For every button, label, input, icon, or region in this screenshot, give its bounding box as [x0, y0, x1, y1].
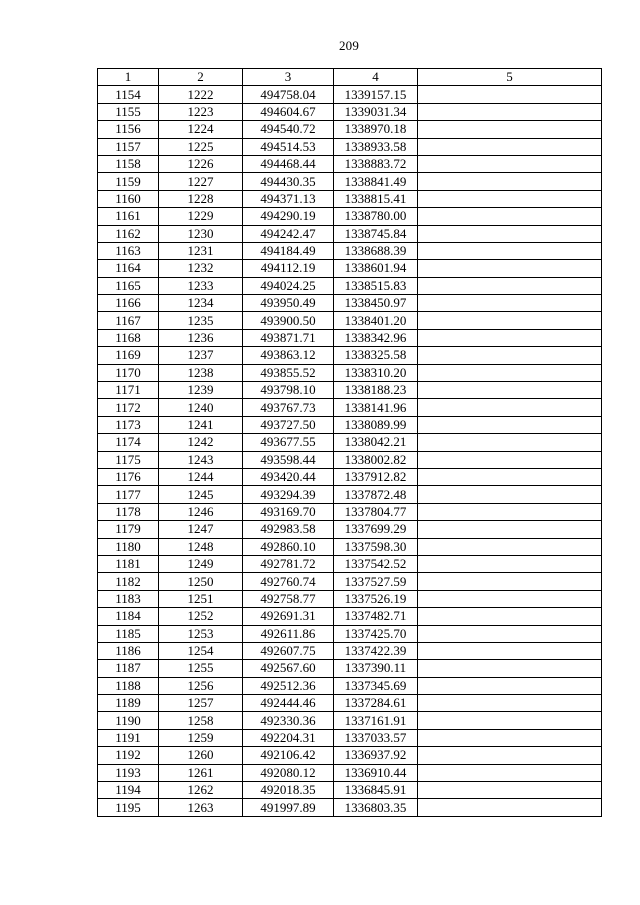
header-cell-1: 1	[98, 69, 159, 86]
y-coordinate-cell: 1338042.21	[334, 434, 418, 451]
y-coordinate-cell: 1338089.99	[334, 416, 418, 433]
row-number-cell: 1168	[98, 329, 159, 346]
row-number-cell: 1183	[98, 590, 159, 607]
row-number-cell: 1155	[98, 103, 159, 120]
point-number-cell: 1222	[159, 86, 243, 103]
row-number-cell: 1195	[98, 799, 159, 816]
coordinates-table	[97, 68, 602, 817]
row-number-cell: 1165	[98, 277, 159, 294]
y-coordinate-cell: 1337345.69	[334, 677, 418, 694]
note-cell	[418, 486, 602, 503]
note-cell	[418, 121, 602, 138]
x-coordinate-cell: 493677.55	[243, 434, 334, 451]
note-cell	[418, 382, 602, 399]
table-row	[98, 695, 602, 712]
row-number-cell: 1173	[98, 416, 159, 433]
table-row	[98, 538, 602, 555]
x-coordinate-cell: 494540.72	[243, 121, 334, 138]
row-number-cell: 1194	[98, 782, 159, 799]
row-number-cell: 1174	[98, 434, 159, 451]
x-coordinate-cell: 492018.35	[243, 782, 334, 799]
y-coordinate-cell: 1337422.39	[334, 642, 418, 659]
x-coordinate-cell: 493767.73	[243, 399, 334, 416]
row-number-cell: 1172	[98, 399, 159, 416]
y-coordinate-cell: 1337161.91	[334, 712, 418, 729]
point-number-cell: 1259	[159, 729, 243, 746]
table-row	[98, 347, 602, 364]
row-number-cell: 1159	[98, 173, 159, 190]
note-cell	[418, 277, 602, 294]
point-number-cell: 1225	[159, 138, 243, 155]
row-number-cell: 1157	[98, 138, 159, 155]
table-row	[98, 521, 602, 538]
note-cell	[418, 642, 602, 659]
y-coordinate-cell: 1337526.19	[334, 590, 418, 607]
note-cell	[418, 155, 602, 172]
y-coordinate-cell: 1337527.59	[334, 573, 418, 590]
note-cell	[418, 747, 602, 764]
point-number-cell: 1223	[159, 103, 243, 120]
table-row	[98, 660, 602, 677]
x-coordinate-cell: 493169.70	[243, 503, 334, 520]
y-coordinate-cell: 1338933.58	[334, 138, 418, 155]
table-row	[98, 468, 602, 485]
y-coordinate-cell: 1338325.58	[334, 347, 418, 364]
table-row	[98, 225, 602, 242]
row-number-cell: 1178	[98, 503, 159, 520]
y-coordinate-cell: 1338745.84	[334, 225, 418, 242]
point-number-cell: 1247	[159, 521, 243, 538]
point-number-cell: 1231	[159, 242, 243, 259]
y-coordinate-cell: 1337033.57	[334, 729, 418, 746]
note-cell	[418, 555, 602, 572]
x-coordinate-cell: 491997.89	[243, 799, 334, 816]
point-number-cell: 1243	[159, 451, 243, 468]
row-number-cell: 1177	[98, 486, 159, 503]
row-number-cell: 1187	[98, 660, 159, 677]
row-number-cell: 1156	[98, 121, 159, 138]
y-coordinate-cell: 1338002.82	[334, 451, 418, 468]
y-coordinate-cell: 1338188.23	[334, 382, 418, 399]
row-number-cell: 1184	[98, 608, 159, 625]
x-coordinate-cell: 494758.04	[243, 86, 334, 103]
row-number-cell: 1190	[98, 712, 159, 729]
point-number-cell: 1254	[159, 642, 243, 659]
y-coordinate-cell: 1338141.96	[334, 399, 418, 416]
x-coordinate-cell: 492204.31	[243, 729, 334, 746]
x-coordinate-cell: 493420.44	[243, 468, 334, 485]
table-row	[98, 625, 602, 642]
y-coordinate-cell: 1338780.00	[334, 208, 418, 225]
point-number-cell: 1256	[159, 677, 243, 694]
note-cell	[418, 399, 602, 416]
table-row	[98, 486, 602, 503]
x-coordinate-cell: 492607.75	[243, 642, 334, 659]
header-row	[98, 69, 602, 86]
x-coordinate-cell: 492080.12	[243, 764, 334, 781]
table-row	[98, 208, 602, 225]
row-number-cell: 1191	[98, 729, 159, 746]
x-coordinate-cell: 493798.10	[243, 382, 334, 399]
table-row	[98, 173, 602, 190]
note-cell	[418, 521, 602, 538]
y-coordinate-cell: 1338342.96	[334, 329, 418, 346]
y-coordinate-cell: 1336845.91	[334, 782, 418, 799]
x-coordinate-cell: 494184.49	[243, 242, 334, 259]
header-cell-4: 4	[334, 69, 418, 86]
point-number-cell: 1241	[159, 416, 243, 433]
row-number-cell: 1186	[98, 642, 159, 659]
y-coordinate-cell: 1338883.72	[334, 155, 418, 172]
point-number-cell: 1229	[159, 208, 243, 225]
table-row	[98, 103, 602, 120]
point-number-cell: 1234	[159, 295, 243, 312]
y-coordinate-cell: 1338310.20	[334, 364, 418, 381]
point-number-cell: 1245	[159, 486, 243, 503]
y-coordinate-cell: 1337425.70	[334, 625, 418, 642]
x-coordinate-cell: 492330.36	[243, 712, 334, 729]
row-number-cell: 1175	[98, 451, 159, 468]
note-cell	[418, 260, 602, 277]
point-number-cell: 1244	[159, 468, 243, 485]
x-coordinate-cell: 492611.86	[243, 625, 334, 642]
table-row	[98, 329, 602, 346]
row-number-cell: 1166	[98, 295, 159, 312]
table-row	[98, 155, 602, 172]
table-row	[98, 382, 602, 399]
x-coordinate-cell: 492691.31	[243, 608, 334, 625]
x-coordinate-cell: 492860.10	[243, 538, 334, 555]
note-cell	[418, 625, 602, 642]
page-number: 209	[338, 38, 360, 53]
table-body	[98, 86, 602, 816]
note-cell	[418, 329, 602, 346]
table-row	[98, 555, 602, 572]
table-row	[98, 190, 602, 207]
row-number-cell: 1181	[98, 555, 159, 572]
table-header	[98, 69, 602, 86]
note-cell	[418, 347, 602, 364]
y-coordinate-cell: 1337699.29	[334, 521, 418, 538]
table-row	[98, 590, 602, 607]
row-number-cell: 1163	[98, 242, 159, 259]
point-number-cell: 1250	[159, 573, 243, 590]
row-number-cell: 1158	[98, 155, 159, 172]
table-row	[98, 764, 602, 781]
point-number-cell: 1235	[159, 312, 243, 329]
note-cell	[418, 538, 602, 555]
table-row	[98, 729, 602, 746]
note-cell	[418, 573, 602, 590]
note-cell	[418, 590, 602, 607]
y-coordinate-cell: 1336910.44	[334, 764, 418, 781]
point-number-cell: 1249	[159, 555, 243, 572]
row-number-cell: 1170	[98, 364, 159, 381]
table-row	[98, 451, 602, 468]
table-row	[98, 747, 602, 764]
table-row	[98, 295, 602, 312]
x-coordinate-cell: 492444.46	[243, 695, 334, 712]
note-cell	[418, 729, 602, 746]
table-row	[98, 642, 602, 659]
point-number-cell: 1227	[159, 173, 243, 190]
point-number-cell: 1260	[159, 747, 243, 764]
note-cell	[418, 173, 602, 190]
table-row	[98, 138, 602, 155]
x-coordinate-cell: 494468.44	[243, 155, 334, 172]
point-number-cell: 1238	[159, 364, 243, 381]
table-row	[98, 242, 602, 259]
table-row	[98, 312, 602, 329]
y-coordinate-cell: 1337872.48	[334, 486, 418, 503]
row-number-cell: 1182	[98, 573, 159, 590]
point-number-cell: 1251	[159, 590, 243, 607]
point-number-cell: 1262	[159, 782, 243, 799]
x-coordinate-cell: 494242.47	[243, 225, 334, 242]
note-cell	[418, 208, 602, 225]
table-row	[98, 399, 602, 416]
x-coordinate-cell: 494371.13	[243, 190, 334, 207]
table-row	[98, 608, 602, 625]
row-number-cell: 1192	[98, 747, 159, 764]
point-number-cell: 1258	[159, 712, 243, 729]
y-coordinate-cell: 1337912.82	[334, 468, 418, 485]
point-number-cell: 1257	[159, 695, 243, 712]
x-coordinate-cell: 494024.25	[243, 277, 334, 294]
note-cell	[418, 364, 602, 381]
x-coordinate-cell: 493855.52	[243, 364, 334, 381]
x-coordinate-cell: 492983.58	[243, 521, 334, 538]
header-cell-5: 5	[418, 69, 602, 86]
table-row	[98, 677, 602, 694]
note-cell	[418, 764, 602, 781]
y-coordinate-cell: 1337804.77	[334, 503, 418, 520]
point-number-cell: 1230	[159, 225, 243, 242]
note-cell	[418, 242, 602, 259]
table-row	[98, 782, 602, 799]
table-row	[98, 277, 602, 294]
x-coordinate-cell: 492106.42	[243, 747, 334, 764]
x-coordinate-cell: 494604.67	[243, 103, 334, 120]
point-number-cell: 1239	[159, 382, 243, 399]
row-number-cell: 1185	[98, 625, 159, 642]
y-coordinate-cell: 1339031.34	[334, 103, 418, 120]
row-number-cell: 1154	[98, 86, 159, 103]
x-coordinate-cell: 494430.35	[243, 173, 334, 190]
y-coordinate-cell: 1336937.92	[334, 747, 418, 764]
note-cell	[418, 312, 602, 329]
row-number-cell: 1193	[98, 764, 159, 781]
y-coordinate-cell: 1338601.94	[334, 260, 418, 277]
row-number-cell: 1167	[98, 312, 159, 329]
note-cell	[418, 190, 602, 207]
x-coordinate-cell: 493863.12	[243, 347, 334, 364]
x-coordinate-cell: 494290.19	[243, 208, 334, 225]
y-coordinate-cell: 1338450.97	[334, 295, 418, 312]
y-coordinate-cell: 1338688.39	[334, 242, 418, 259]
note-cell	[418, 799, 602, 816]
note-cell	[418, 660, 602, 677]
row-number-cell: 1164	[98, 260, 159, 277]
x-coordinate-cell: 493727.50	[243, 416, 334, 433]
point-number-cell: 1237	[159, 347, 243, 364]
table-row	[98, 434, 602, 451]
row-number-cell: 1179	[98, 521, 159, 538]
table-row	[98, 416, 602, 433]
y-coordinate-cell: 1338515.83	[334, 277, 418, 294]
note-cell	[418, 468, 602, 485]
point-number-cell: 1228	[159, 190, 243, 207]
note-cell	[418, 608, 602, 625]
y-coordinate-cell: 1337284.61	[334, 695, 418, 712]
x-coordinate-cell: 492760.74	[243, 573, 334, 590]
row-number-cell: 1189	[98, 695, 159, 712]
note-cell	[418, 782, 602, 799]
x-coordinate-cell: 493294.39	[243, 486, 334, 503]
row-number-cell: 1180	[98, 538, 159, 555]
row-number-cell: 1161	[98, 208, 159, 225]
note-cell	[418, 434, 602, 451]
note-cell	[418, 225, 602, 242]
row-number-cell: 1171	[98, 382, 159, 399]
point-number-cell: 1253	[159, 625, 243, 642]
table-row	[98, 260, 602, 277]
y-coordinate-cell: 1338815.41	[334, 190, 418, 207]
table-row	[98, 712, 602, 729]
table-row	[98, 503, 602, 520]
header-cell-2: 2	[159, 69, 243, 86]
y-coordinate-cell: 1338401.20	[334, 312, 418, 329]
table-row	[98, 86, 602, 103]
x-coordinate-cell: 493900.50	[243, 312, 334, 329]
note-cell	[418, 712, 602, 729]
y-coordinate-cell: 1337542.52	[334, 555, 418, 572]
note-cell	[418, 103, 602, 120]
point-number-cell: 1236	[159, 329, 243, 346]
point-number-cell: 1242	[159, 434, 243, 451]
note-cell	[418, 503, 602, 520]
y-coordinate-cell: 1337482.71	[334, 608, 418, 625]
row-number-cell: 1188	[98, 677, 159, 694]
table-row	[98, 573, 602, 590]
point-number-cell: 1248	[159, 538, 243, 555]
note-cell	[418, 86, 602, 103]
point-number-cell: 1226	[159, 155, 243, 172]
note-cell	[418, 138, 602, 155]
row-number-cell: 1169	[98, 347, 159, 364]
x-coordinate-cell: 494112.19	[243, 260, 334, 277]
row-number-cell: 1162	[98, 225, 159, 242]
y-coordinate-cell: 1337390.11	[334, 660, 418, 677]
x-coordinate-cell: 493871.71	[243, 329, 334, 346]
x-coordinate-cell: 492781.72	[243, 555, 334, 572]
y-coordinate-cell: 1336803.35	[334, 799, 418, 816]
table-row	[98, 364, 602, 381]
point-number-cell: 1261	[159, 764, 243, 781]
point-number-cell: 1233	[159, 277, 243, 294]
point-number-cell: 1263	[159, 799, 243, 816]
note-cell	[418, 695, 602, 712]
point-number-cell: 1224	[159, 121, 243, 138]
table-row	[98, 121, 602, 138]
y-coordinate-cell: 1338841.49	[334, 173, 418, 190]
point-number-cell: 1252	[159, 608, 243, 625]
note-cell	[418, 416, 602, 433]
y-coordinate-cell: 1339157.15	[334, 86, 418, 103]
note-cell	[418, 295, 602, 312]
note-cell	[418, 451, 602, 468]
point-number-cell: 1246	[159, 503, 243, 520]
point-number-cell: 1240	[159, 399, 243, 416]
note-cell	[418, 677, 602, 694]
x-coordinate-cell: 494514.53	[243, 138, 334, 155]
row-number-cell: 1176	[98, 468, 159, 485]
row-number-cell: 1160	[98, 190, 159, 207]
x-coordinate-cell: 492567.60	[243, 660, 334, 677]
table-row	[98, 799, 602, 816]
x-coordinate-cell: 493950.49	[243, 295, 334, 312]
x-coordinate-cell: 492512.36	[243, 677, 334, 694]
header-cell-3: 3	[243, 69, 334, 86]
x-coordinate-cell: 492758.77	[243, 590, 334, 607]
point-number-cell: 1255	[159, 660, 243, 677]
y-coordinate-cell: 1338970.18	[334, 121, 418, 138]
x-coordinate-cell: 493598.44	[243, 451, 334, 468]
y-coordinate-cell: 1337598.30	[334, 538, 418, 555]
point-number-cell: 1232	[159, 260, 243, 277]
